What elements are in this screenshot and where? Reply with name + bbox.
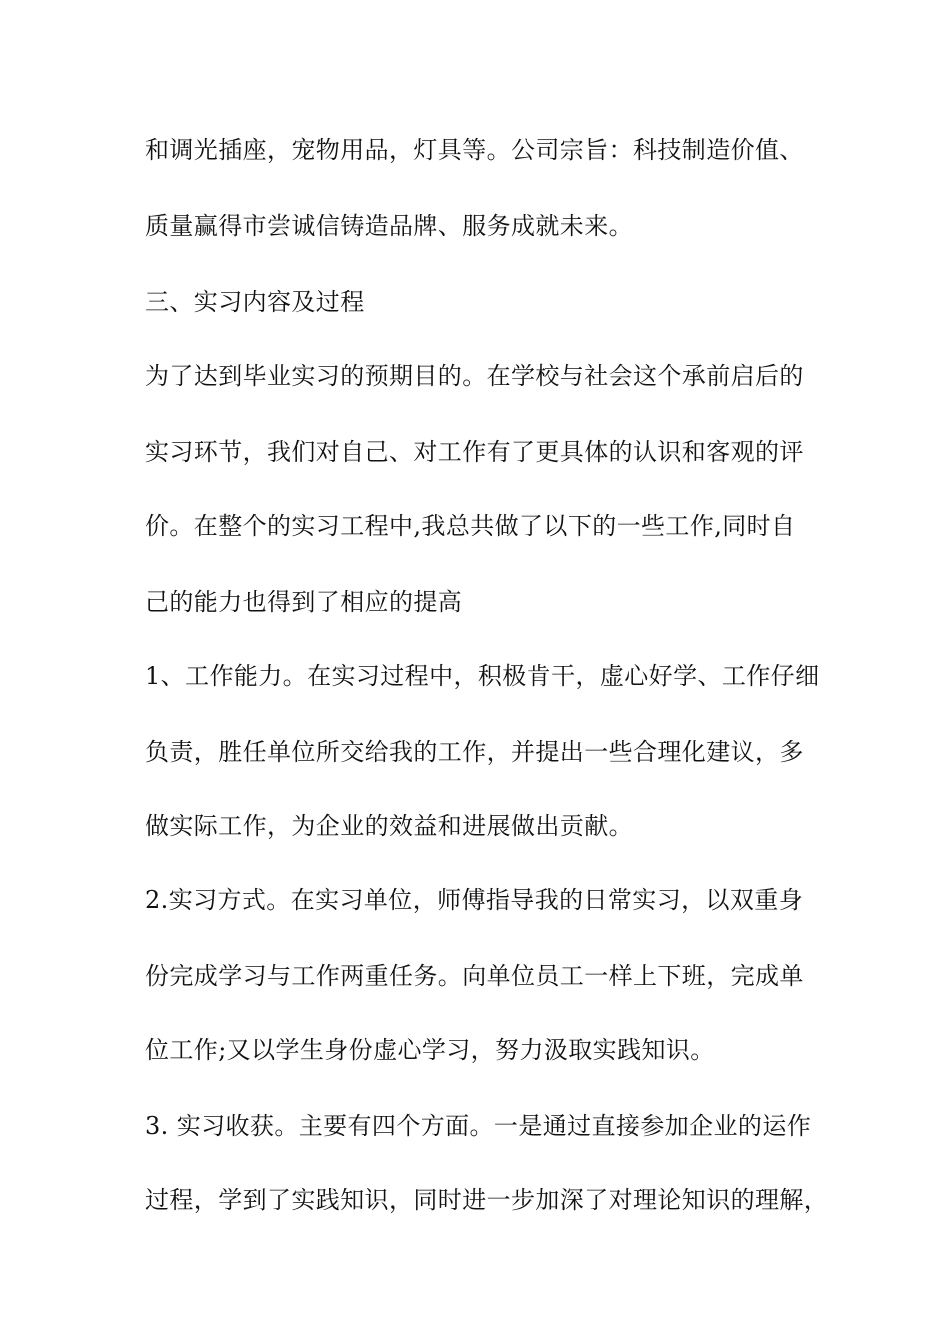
text-line: 3. 实习收获。主要有四个方面。一是通过直接参加企业的运作 bbox=[145, 1112, 812, 1140]
text-line: 过程，学到了实践知识，同时进一步加深了对理论知识的理解， bbox=[145, 1186, 829, 1214]
text-line: 负责，胜任单位所交给我的工作，并提出一些合理化建议，多 bbox=[145, 738, 804, 766]
text-line: 和调光插座，宠物用品，灯具等。公司宗旨：科技制造价值、 bbox=[145, 136, 804, 164]
text-line: 2.实习方式。在实习单位，师傅指导我的日常实习，以双重身 bbox=[145, 886, 804, 914]
text-line: 位工作;又以学生身份虚心学习，努力汲取实践知识。 bbox=[145, 1036, 715, 1064]
text-line: 做实际工作，为企业的效益和进展做出贡献。 bbox=[145, 812, 633, 840]
text-line: 1、工作能力。在实习过程中，积极肯干，虚心好学、工作仔细 bbox=[145, 662, 820, 690]
text-line: 己的能力也得到了相应的提高 bbox=[145, 588, 463, 616]
text-line: 质量赢得市尝诚信铸造品牌、服务成就未来。 bbox=[145, 212, 633, 240]
text-line: 价。在整个的实习工程中,我总共做了以下的一些工作,同时自 bbox=[145, 512, 796, 540]
section-heading: 三、实习内容及过程 bbox=[145, 288, 365, 316]
text-line: 份完成学习与工作两重任务。向单位员工一样上下班，完成单 bbox=[145, 962, 804, 990]
text-line: 实习环节，我们对自己、对工作有了更具体的认识和客观的评 bbox=[145, 438, 804, 466]
text-line: 为了达到毕业实习的预期目的。在学校与社会这个承前启后的 bbox=[145, 362, 804, 390]
